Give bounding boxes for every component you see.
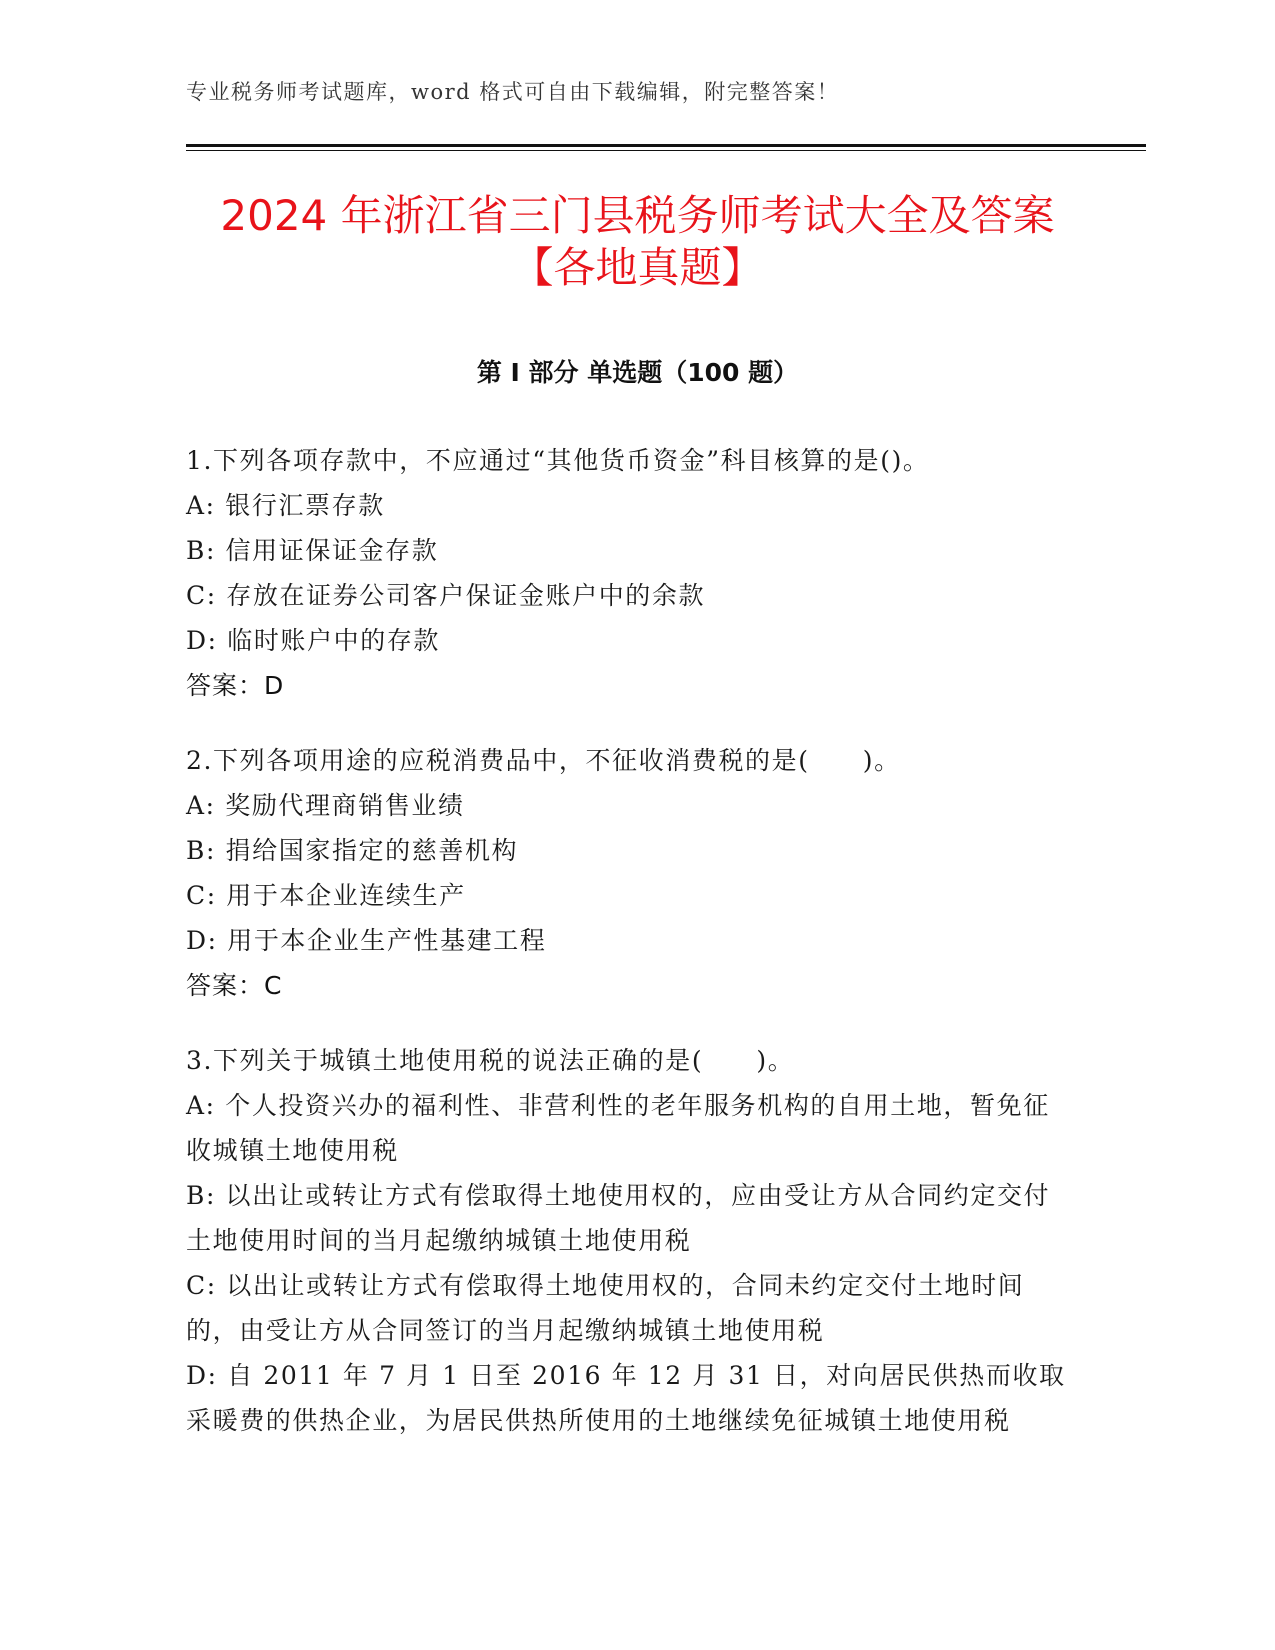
option-c: C: 存放在证券公司客户保证金账户中的余款 (186, 581, 706, 610)
header-divider-thick (186, 144, 1146, 147)
option-c: C: 用于本企业连续生产 (186, 881, 466, 910)
option-a: A: 奖励代理商销售业绩 (186, 791, 465, 820)
answer-label: 答案：C (186, 971, 283, 1000)
question-stem: 3.下列关于城镇土地使用税的说法正确的是( )。 (186, 1046, 795, 1075)
option-a: A: 个人投资兴办的福利性、非营利性的老年服务机构的自用土地，暂免征收城镇土地使用税 (186, 1091, 1050, 1165)
option-c: C: 以出让或转让方式有偿取得土地使用权的，合同未约定交付土地时间的，由受让方从合同签订的当月起缴纳城镇土地使用税 (186, 1271, 1025, 1345)
option-b: B: 以出让或转让方式有偿取得土地使用权的，应由受让方从合同约定交付土地使用时间的当月起缴纳城镇土地使用税 (186, 1181, 1051, 1255)
question-stem: 1.下列各项存款中，不应通过“其他货币资金”科目核算的是()。 (186, 446, 930, 475)
option-d: D: 临时账户中的存款 (186, 626, 441, 655)
question-1 (186, 438, 1066, 708)
question-3 (186, 1038, 1066, 1443)
header-divider-thin (186, 150, 1146, 151)
question-2 (186, 738, 1066, 1008)
document-title-line-1: 2024 年浙江省三门县税务师考试大全及答案 (220, 191, 1055, 240)
option-d: D: 用于本企业生产性基建工程 (186, 926, 547, 955)
option-b: B: 捐给国家指定的慈善机构 (186, 836, 519, 865)
option-b: B: 信用证保证金存款 (186, 536, 439, 565)
question-list (186, 438, 1066, 1473)
option-a: A: 银行汇票存款 (186, 491, 385, 520)
document-title (150, 190, 1125, 294)
header-note: 专业税务师考试题库，word 格式可自由下载编辑，附完整答案！ (186, 80, 840, 104)
option-d: D: 自 2011 年 7 月 1 日至 2016 年 12 月 31 日，对向居民供热而收取采暖费的供热企业，为居民供热所使用的土地继续免征城镇土地使用税 (186, 1361, 1066, 1435)
section-heading: 第 I 部分 单选题（100 题） (476, 358, 799, 387)
answer-label: 答案：D (186, 671, 285, 700)
question-stem: 2.下列各项用途的应税消费品中，不征收消费税的是( )。 (186, 746, 901, 775)
document-title-line-2: 【各地真题】 (511, 243, 764, 292)
